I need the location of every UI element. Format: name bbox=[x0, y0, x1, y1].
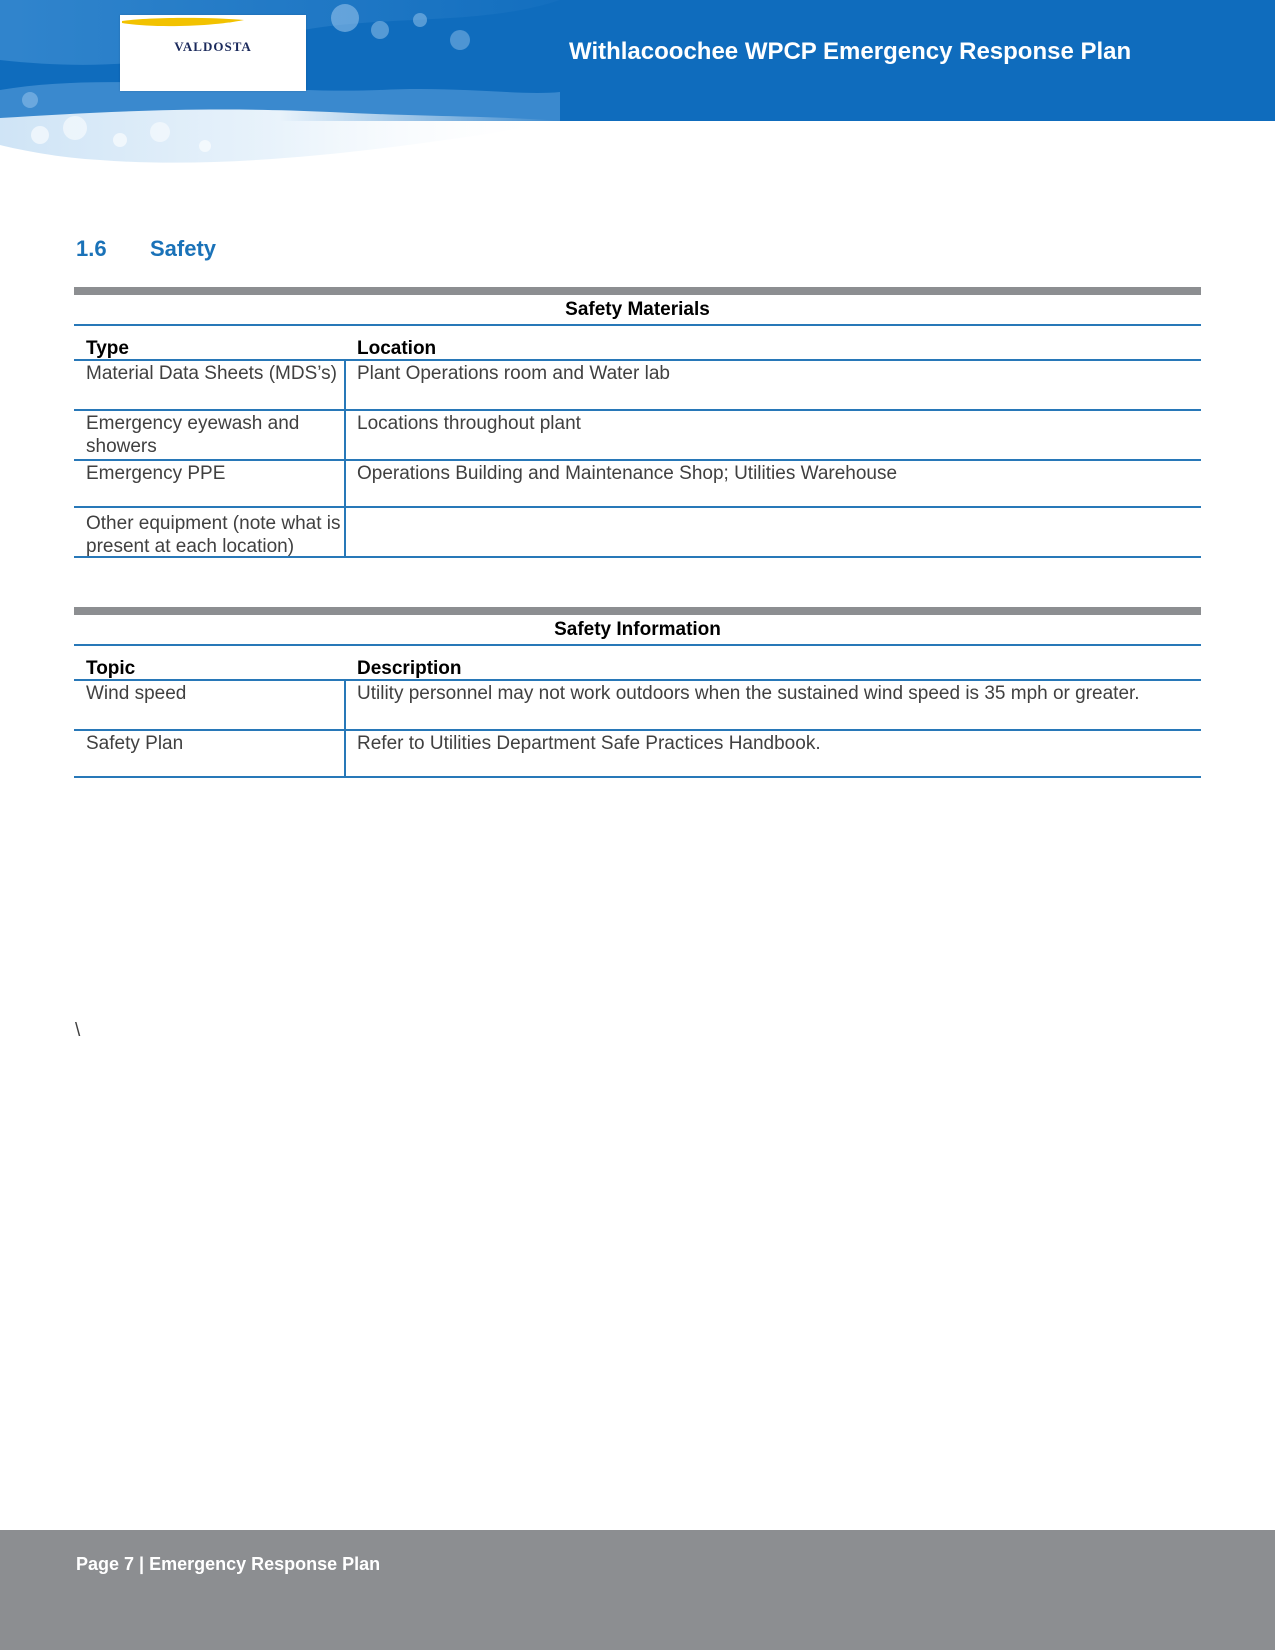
cell-description: Utility personnel may not work outdoors when the sustained wind speed is 35 mph or greater. bbox=[357, 683, 1140, 704]
logo-text: VALDOSTA bbox=[174, 39, 252, 54]
column-header-topic: Topic bbox=[86, 658, 136, 679]
column-header-location: Location bbox=[357, 338, 437, 359]
safety-materials-table bbox=[74, 287, 1201, 558]
table-top-bar bbox=[74, 287, 1201, 295]
table-header-row bbox=[74, 335, 1201, 361]
table-header-row bbox=[74, 655, 1201, 681]
cell-type: Other equipment (note what is present at each location) bbox=[74, 508, 346, 556]
cell-type: Material Data Sheets (MDS’s) bbox=[74, 361, 346, 409]
page-header bbox=[0, 0, 1275, 170]
table-caption: Safety Materials bbox=[74, 295, 1201, 326]
page-footer bbox=[0, 1530, 1275, 1650]
stray-character: \ bbox=[75, 1020, 81, 1041]
document-title: Withlacoochee WPCP Emergency Response Plan bbox=[569, 38, 1132, 65]
cell-topic: Safety Plan bbox=[74, 731, 346, 776]
section-heading bbox=[76, 236, 216, 262]
column-header-type: Type bbox=[86, 338, 129, 359]
logo-swoosh-icon bbox=[120, 15, 246, 29]
table-row bbox=[74, 461, 1201, 508]
valdosta-logo bbox=[120, 15, 306, 91]
cell-type: Emergency eyewash and showers bbox=[74, 411, 346, 459]
cell-location: Plant Operations room and Water lab bbox=[357, 363, 670, 384]
cell-location: Locations throughout plant bbox=[357, 413, 581, 434]
cell-location bbox=[346, 508, 1201, 556]
table-row bbox=[74, 508, 1201, 558]
table-row bbox=[74, 681, 1201, 731]
footer-text: Page 7 | Emergency Response Plan bbox=[76, 1554, 381, 1574]
section-title: Safety bbox=[150, 236, 217, 261]
table-row bbox=[74, 411, 1201, 461]
section-number: 1.6 bbox=[76, 236, 107, 261]
table-row bbox=[74, 361, 1201, 411]
table-top-bar bbox=[74, 607, 1201, 615]
cell-type: Emergency PPE bbox=[74, 461, 346, 506]
cell-topic: Wind speed bbox=[74, 681, 346, 729]
cell-description: Refer to Utilities Department Safe Practices Handbook. bbox=[357, 733, 821, 754]
cell-location: Operations Building and Maintenance Shop; Utilities Warehouse bbox=[357, 463, 898, 484]
table-row bbox=[74, 731, 1201, 778]
column-header-description: Description bbox=[357, 658, 462, 679]
table-caption: Safety Information bbox=[74, 615, 1201, 646]
safety-information-table bbox=[74, 607, 1201, 778]
